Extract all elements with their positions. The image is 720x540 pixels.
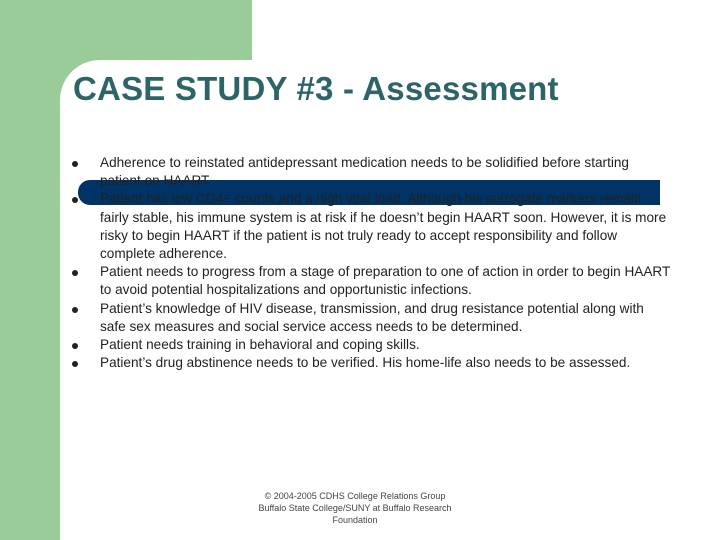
footer-copyright: © 2004-2005 CDHS College Relations Group <box>264 491 446 501</box>
slide-footer <box>230 490 480 526</box>
bullet-dot-icon <box>72 270 78 276</box>
bullet-item <box>72 336 672 354</box>
bullet-item <box>72 190 672 263</box>
bullet-list <box>72 154 672 372</box>
bullet-item <box>72 354 672 372</box>
bullet-text: Adherence to reinstated antidepressant medication needs to be solidified before starting patient on HAART. <box>100 155 629 189</box>
bullet-text: Patient’s drug abstinence needs to be verified. His home-life also needs to be assessed. <box>100 355 631 371</box>
bullet-text: Patient needs to progress from a stage of preparation to one of action in order to begin HAART to avoid potential hospitalizations and opportunistic infections. <box>100 264 671 298</box>
bullet-dot-icon <box>72 161 78 167</box>
bullet-dot-icon <box>72 307 78 313</box>
bullet-dot-icon <box>72 343 78 349</box>
bullet-item <box>72 154 672 190</box>
footer-institution: Buffalo State College/SUNY at Buffalo Research <box>258 503 452 513</box>
bullet-text: Patient has low CD4+ counts and a high viral load. Although his surrogate markers remain fairly stable, his immune system is at risk if he doesn’t begin HAART soon. However, it is more risky to begin HAART if the patient is not truly ready to accept responsibility and follow complete adherence. <box>100 191 667 262</box>
bullet-text: Patient needs training in behavioral and coping skills. <box>100 337 420 353</box>
footer-foundation: Foundation <box>332 515 378 525</box>
bullet-text: Patient’s knowledge of HIV disease, transmission, and drug resistance potential along with safe sex measures and social service access needs to be determined. <box>100 300 644 334</box>
slide-title: CASE STUDY #3 - Assessment <box>73 70 559 107</box>
bullet-item <box>72 300 672 336</box>
bullet-dot-icon <box>72 197 78 203</box>
bullet-dot-icon <box>72 361 78 367</box>
bullet-item <box>72 263 672 299</box>
